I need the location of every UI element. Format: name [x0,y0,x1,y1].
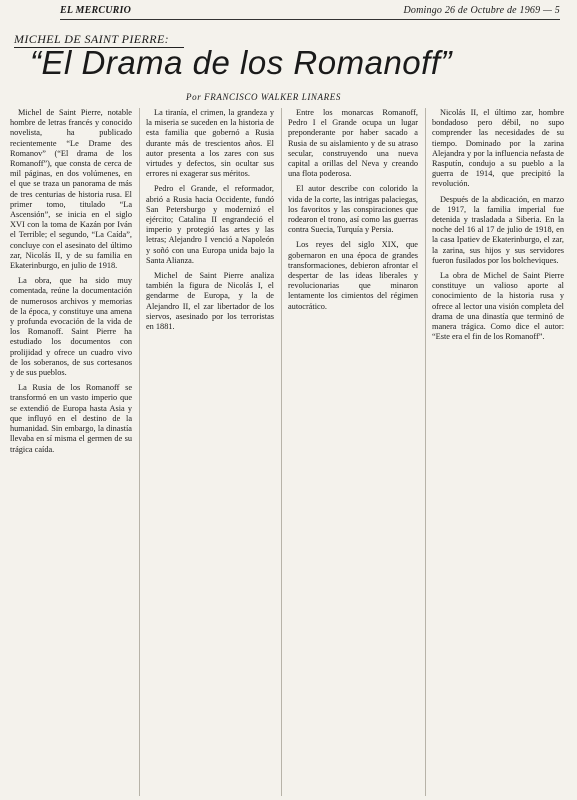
date-and-page: Domingo 26 de Octubre de 1969 — 5 [403,5,560,16]
paragraph: Después de la abdicación, en marzo de 1917, la familia imperial fue detenida y trasladada a Siberia. En la noche del 16 al 17 de julio de 1918, en la casa Ipatiev de Ekaterinburgo, el zar, la zarina, sus hijos y sus servidores fueron fusilados por los bolcheviques. [432,194,564,265]
article-title: “El Drama de los Romanoff” [30,44,452,81]
paragraph: La Rusia de los Romanoff se transformó en un vasto imperio que se extendió de Europa hasta Asia y que influyó en el destino de la humanidad. Sin embargo, la dinastía llevaba en sí misma el germen de su trágica caída. [10,383,132,454]
newspaper-name: EL MERCURIO [60,5,132,16]
article-column-1 [10,108,132,796]
paragraph: La obra de Michel de Saint Pierre constituye un valioso aporte al conocimiento de la historia rusa y ofrece al lector una visión completa del drama de una dinastía que terminó de manera trágica. Como dice el autor: “Este era el fin de los Romanoff”. [432,271,564,342]
paragraph: La tiranía, el crimen, la grandeza y la miseria se suceden en la historia de esta familia que gobernó a Rusia durante más de trescientos años. El autor presenta a los zares con sus virtudes y defectos, sin ocultar sus errores ni exagerar sus méritos. [146,108,274,179]
article-column-4 [432,108,564,796]
article-kicker: MICHEL DE SAINT PIERRE: [14,32,170,46]
paragraph: Entre los monarcas Romanoff, Pedro I el Grande ocupa un lugar preponderante por haber sacado a Rusia de su aislamiento y de su atraso secular, construyendo una nueva capital a orillas del Neva y creando una flota poderosa. [288,108,418,179]
paragraph: Michel de Saint Pierre analiza también la figura de Nicolás I, el gendarme de Europa, y la de Alejandro II, el zar libertador de los siervos, asesinado por los terroristas en 1881. [146,271,274,332]
page-header [60,5,560,20]
paragraph: Los reyes del siglo XIX, que gobernaron en una época de grandes transformaciones, debieron afrontar el despertar de las ideas liberales y revolucionarias que minaron lentamente los cimientos del régimen autocrático. [288,240,418,311]
paragraph: Michel de Saint Pierre, notable hombre de letras francés y conocido novelista, ha publicado recientemente “Le Drame des Romanov” (“El drama de los Romanoff”), que consta de cerca de mil páginas, en dos volúmenes, en el que se traza un panorama de más de tres centurias de historia rusa. El primer tomo, titulado “La Ascensión”, se inicia en el siglo XVI con la toma de Kazán por Iván el Terrible; el segundo, “La Caída”, concluye con el asesinato del último zar, Nicolás II, y de su familia en Ekaterinburgo, en julio de 1918. [10,108,132,271]
paragraph: La obra, que ha sido muy comentada, reúne la documentación de numerosos archivos y memorias de la época, y constituye una amena y profunda evocación de la vida de los Romanoff. Saint Pierre ha estudiado los documentos con prolijidad y ofrece un cuadro vivo de los soberanos, de sus cortesanos y de sus pueblos. [10,276,132,378]
article-column-3 [288,108,418,796]
column-divider [281,108,282,796]
paragraph: Pedro el Grande, el reformador, abrió a Rusia hacia Occidente, fundó San Petersburgo y modernizó el ejército; Catalina II engrandeció el imperio y protegió las artes y las letras; Alejandro I venció a Napoleón y soñó con una Europa unida bajo la Santa Alianza. [146,184,274,265]
paragraph: El autor describe con colorido la vida de la corte, las intrigas palaciegas, los favoritos y las conspiraciones que rodearon el trono, así como las guerras contra Suecia, Turquía y Persia. [288,184,418,235]
column-divider [139,108,140,796]
paragraph: Nicolás II, el último zar, hombre bondadoso pero débil, no supo comprender las necesidades de su tiempo. Dominado por la zarina Alejandra y por la influencia nefasta de Rasputín, condujo a su pueblo a la guerra de 1914, que precipitó la revolución. [432,108,564,189]
article-byline: Por FRANCISCO WALKER LINARES [186,92,341,102]
column-divider [425,108,426,796]
article-column-2 [146,108,274,796]
